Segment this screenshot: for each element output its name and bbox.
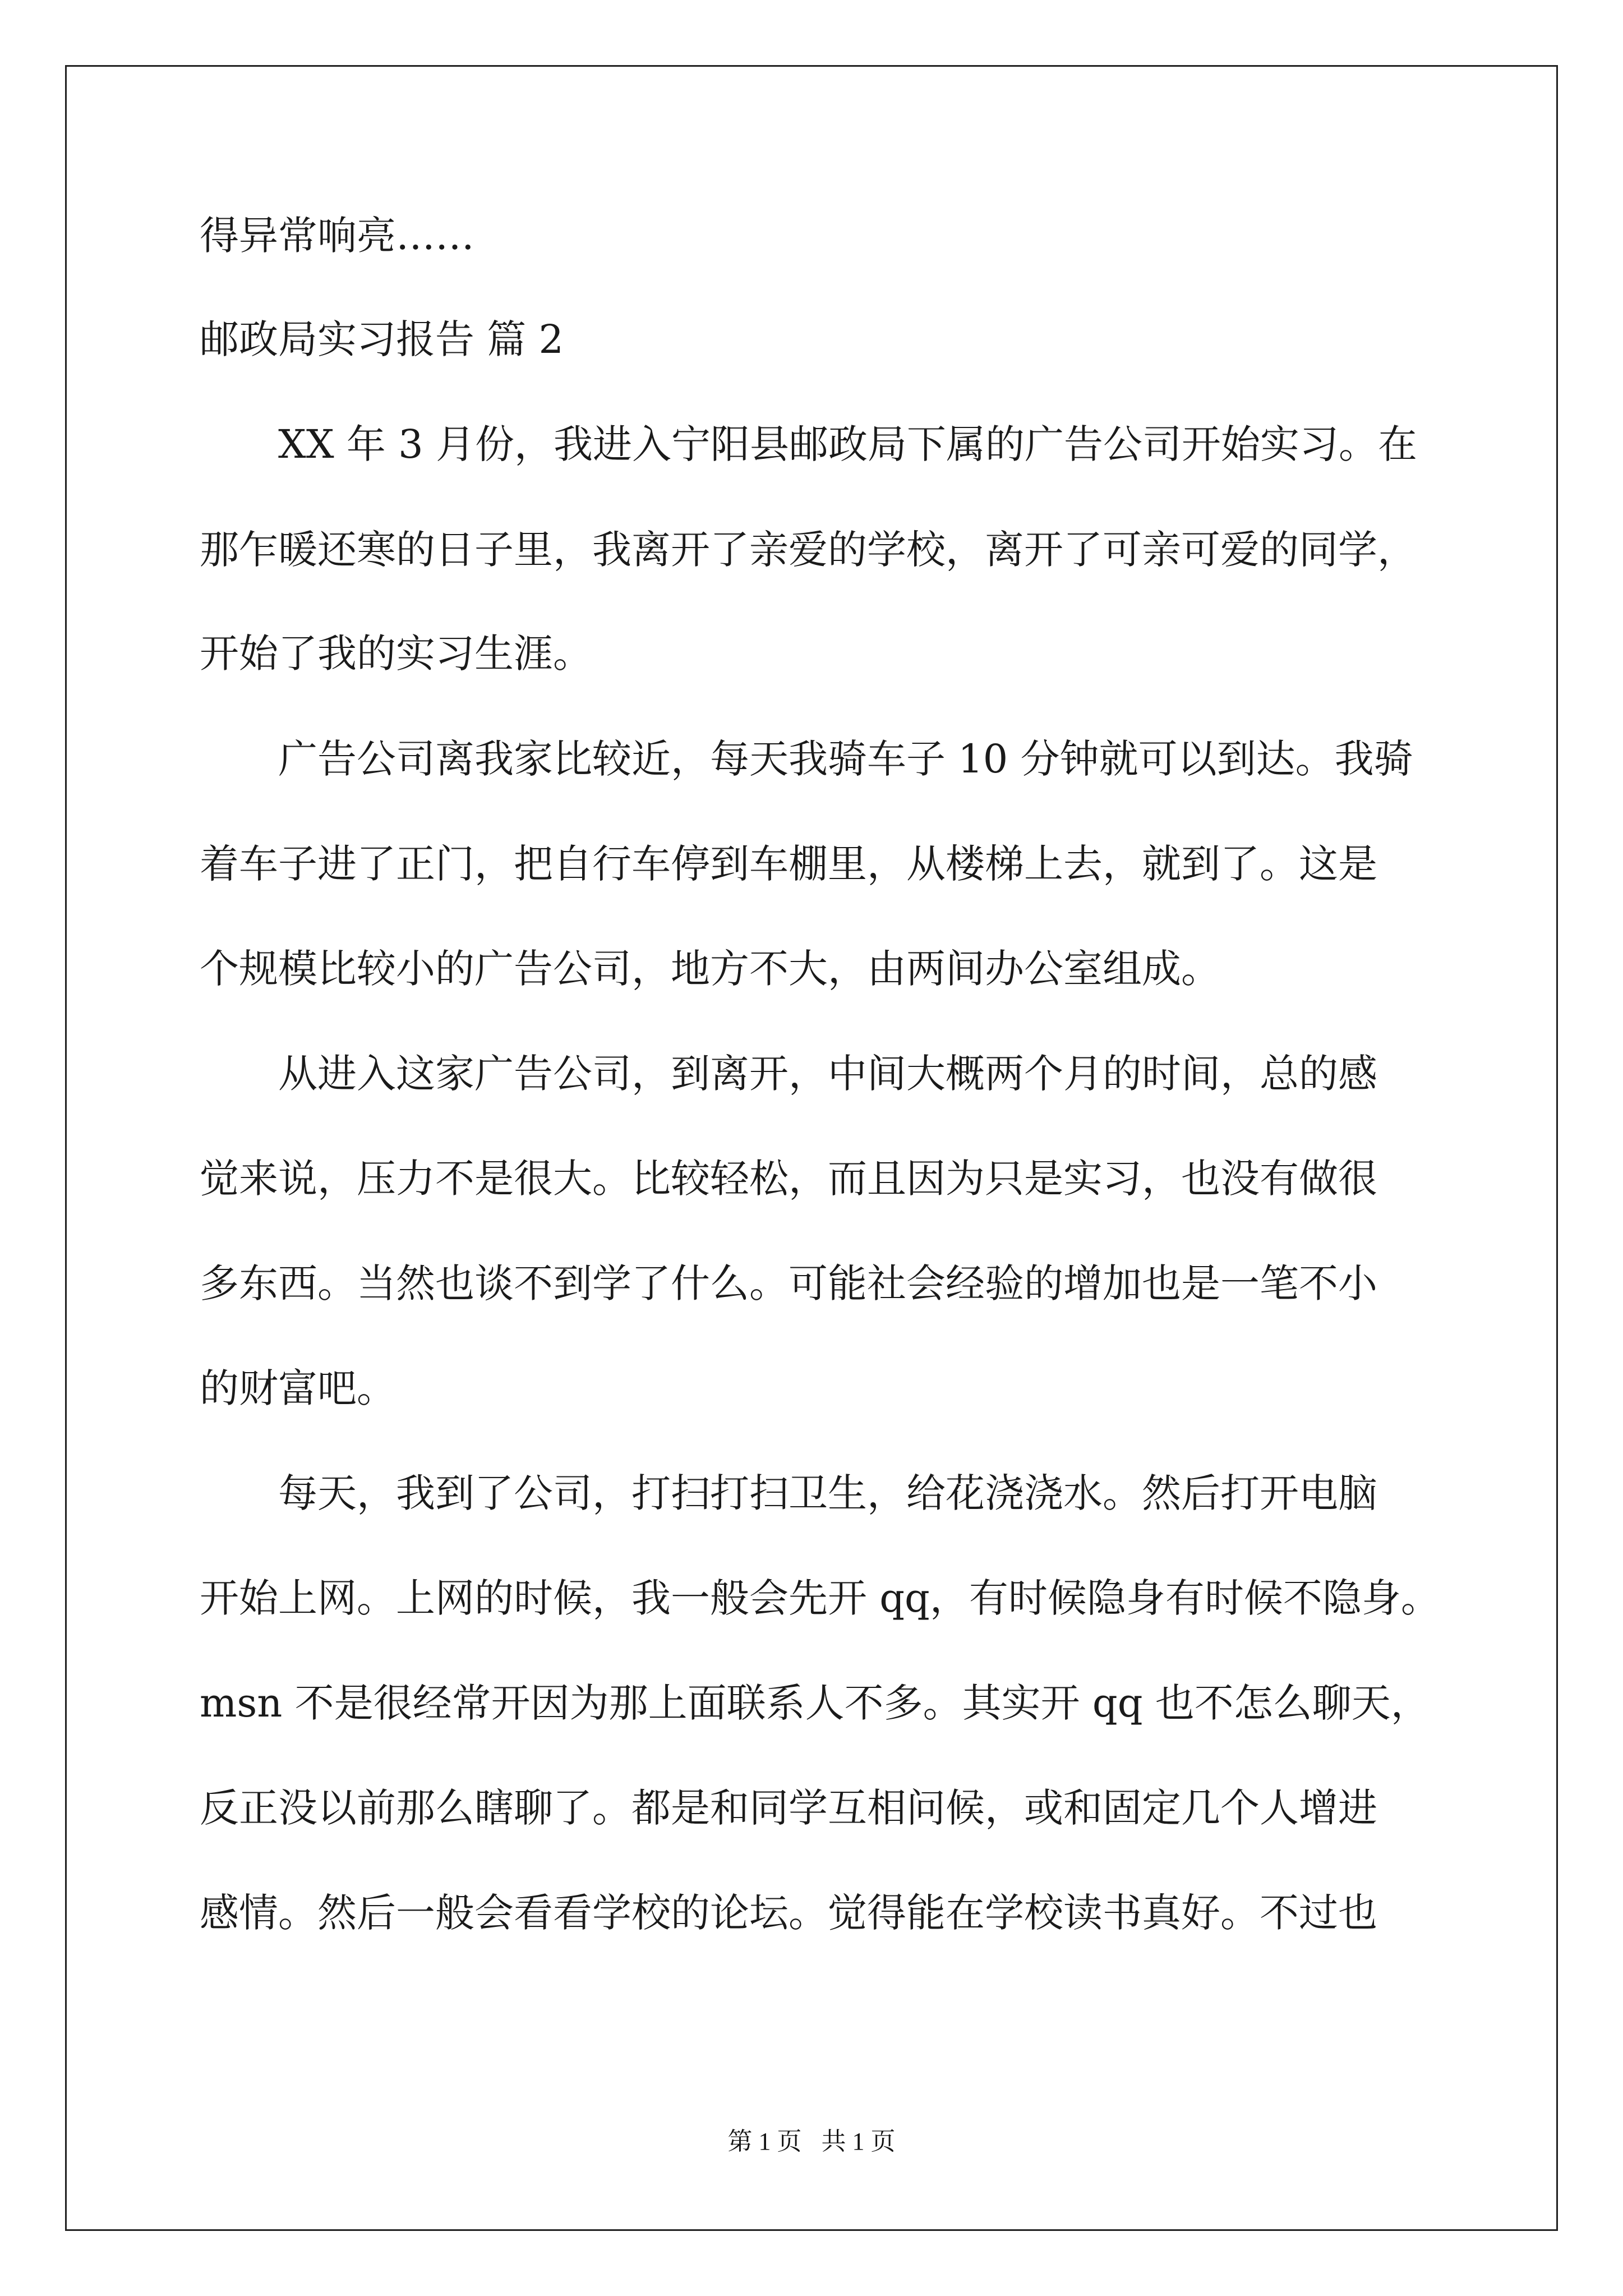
text-line: 着车子进了正门，把自行车停到车棚里，从楼梯上去，就到了。这是: [200, 841, 1377, 887]
page-number: 第 1 页: [727, 2128, 802, 2155]
page-footer: [0, 2126, 1623, 2157]
text-line: 感情。然后一般会看看学校的论坛。觉得能在学校读书真好。不过也: [200, 1890, 1377, 1936]
text-line: 开始了我的实习生涯。: [200, 631, 592, 677]
text-line: 每天，我到了公司，打扫打扫卫生，给花浇浇水。然后打开电脑: [278, 1470, 1377, 1516]
page-total: 共 1 页: [821, 2128, 896, 2155]
text-line: XX 年 3 月份，我进入宁阳县邮政局下属的广告公司开始实习。在: [278, 421, 1417, 467]
text-line: 得异常响亮……: [200, 213, 474, 259]
text-line: 觉来说，压力不是很大。比较轻松，而且因为只是实习，也没有做很: [200, 1156, 1377, 1202]
text-line: 的财富吧。: [200, 1365, 396, 1411]
text-line: 从进入这家广告公司，到离开，中间大概两个月的时间，总的感: [278, 1051, 1377, 1097]
text-line: msn 不是很经常开因为那上面联系人不多。其实开 qq 也不怎么聊天，: [200, 1680, 1430, 1726]
text-line: 广告公司离我家比较近，每天我骑车子 10 分钟就可以到达。我骑: [278, 736, 1413, 782]
section-heading: 邮政局实习报告 篇 2: [200, 316, 564, 362]
text-line: 多东西。当然也谈不到学了什么。可能社会经验的增加也是一笔不小: [200, 1260, 1377, 1306]
text-line: 那乍暖还寒的日子里，我离开了亲爱的学校，离开了可亲可爱的同学，: [200, 527, 1417, 573]
text-line: 反正没以前那么瞎聊了。都是和同学互相问候，或和固定几个人增进: [200, 1785, 1377, 1831]
text-line: 个规模比较小的广告公司，地方不大，由两间办公室组成。: [200, 946, 1220, 992]
text-line: 开始上网。上网的时候，我一般会先开 qq，有时候隐身有时候不隐身。: [200, 1575, 1440, 1621]
